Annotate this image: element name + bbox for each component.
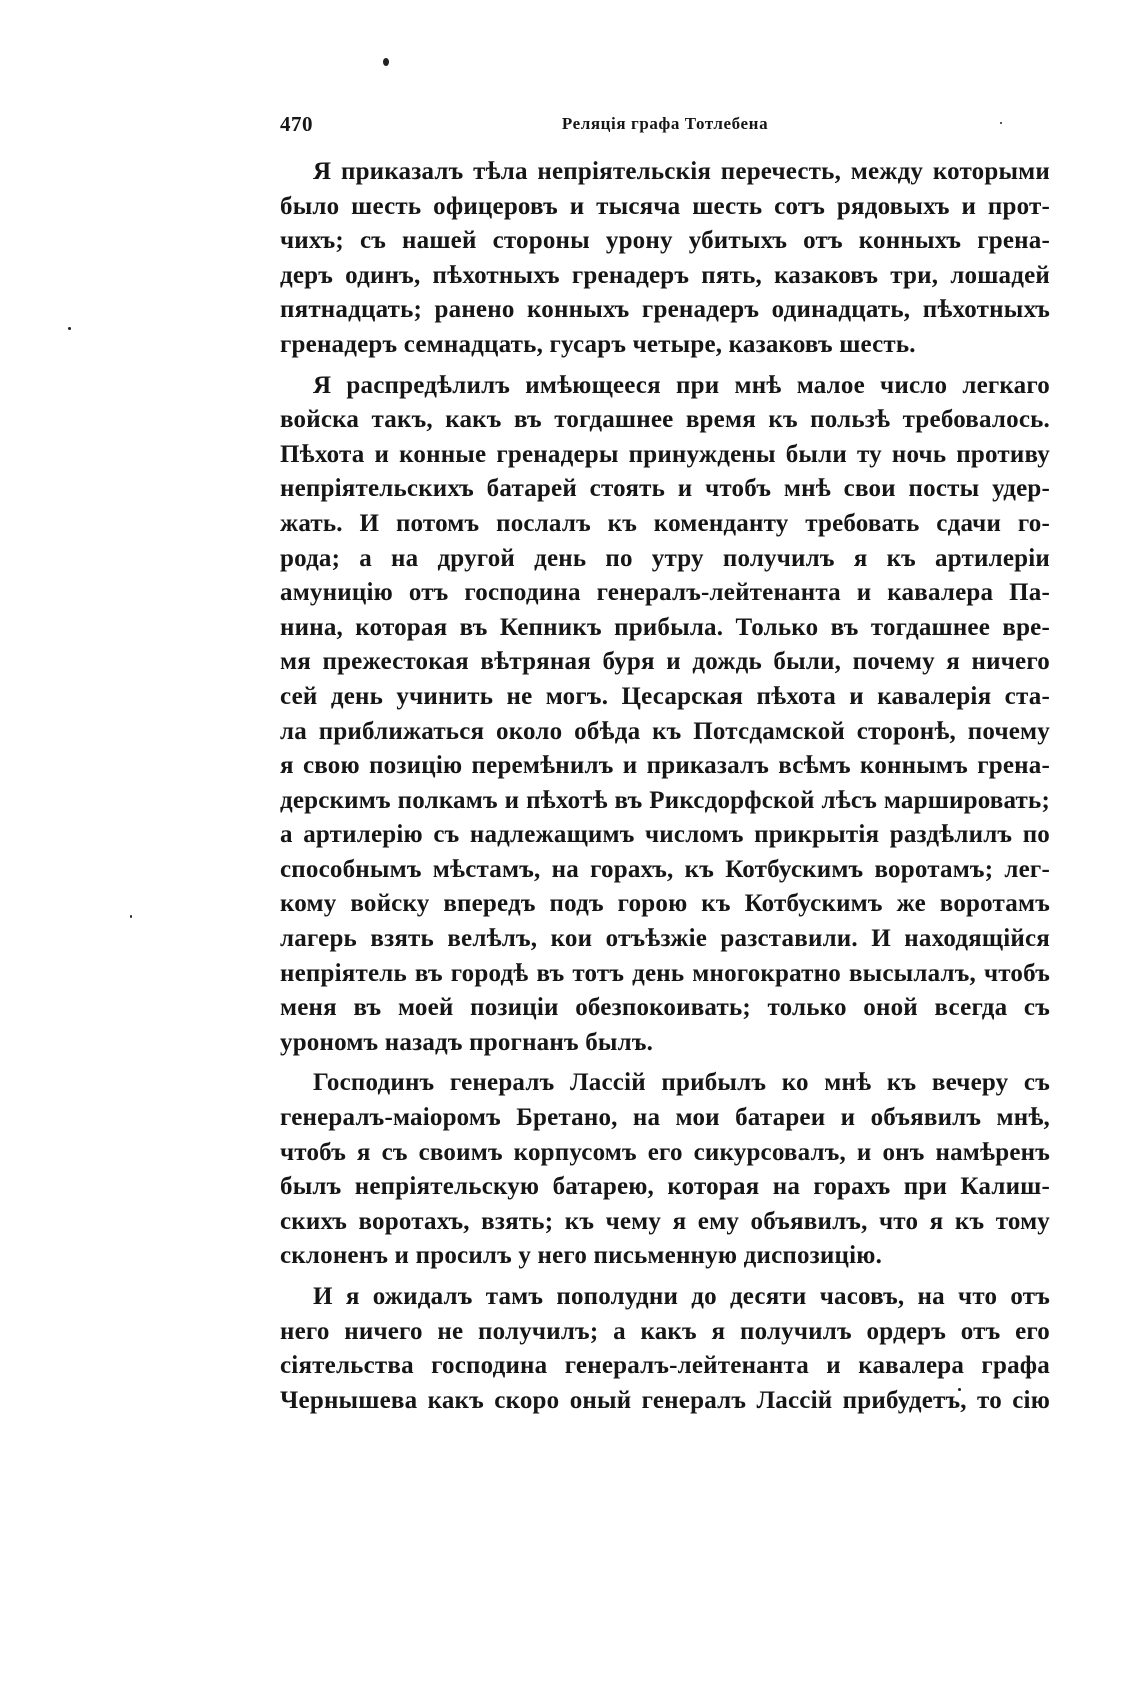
running-title: Реляція графа Тотлебена [561,114,769,133]
text-line: сіятельства господина генералъ-лейтенанта и кавалера графа [280,1352,1050,1380]
paragraph-1 [280,155,1050,363]
text-line: чихъ; съ нашей стороны урону убитыхъ отъ конныхъ грена- [280,227,1050,255]
text-line: кому войску впередъ подъ горою къ Котбускимъ же воротамъ [280,890,1050,918]
text-line: скихъ воротахъ, взять; къ чему я ему объявилъ, что я къ тому [280,1207,1050,1235]
text-line: Я приказалъ тѣла непріятельскія перечесть, между которыми [313,158,1050,185]
text-line: дерскимъ полкамъ и пѣхотѣ въ Риксдорфской лѣсъ маршировать; [280,786,1050,814]
text-line: нина, которая въ Кепникъ прибыла. Только въ тогдашнее вре- [280,613,1050,641]
text-line: амуницію отъ господина генералъ-лейтенанта и кавалера Па- [280,579,1050,607]
text-line: урономъ назадъ прогнанъ былъ. [280,1028,654,1056]
text-line: я свою позицію перемѣнилъ и приказалъ всѣмъ коннымъ грена- [280,752,1050,780]
text-line: лагерь взять велѣлъ, кои отъѣзжіе разставили. И находящійся [280,925,1050,953]
text-line: было шесть офицеровъ и тысяча шесть сотъ рядовыхъ и прот- [280,192,1050,220]
text-line: Я распредѣлилъ имѣющееся при мнѣ малое число легкаго [313,371,1050,399]
text-line: Чернышева какъ скоро оный генералъ Лассій прибудетъ, то сію [280,1386,1050,1414]
paragraph-4 [280,1280,1050,1418]
text-line: деръ одинъ, пѣхотныхъ гренадеръ пять, казаковъ три, лошадей [280,261,1050,289]
paragraph-2 [280,369,1050,1061]
ink-speck-top [383,58,389,66]
page-number: 470 [280,112,313,136]
text-line: Господинъ генералъ Лассій прибылъ ко мнѣ къ вечеру съ [313,1069,1050,1097]
text-line: а артилерію съ надлежащимъ числомъ прикрытія раздѣлилъ по [280,821,1050,849]
text-line: генералъ-маіоромъ Бретано, на мои батареи и объявилъ мнѣ, [280,1104,1050,1132]
text-line: непріятель въ городѣ въ тотъ день многократно высылалъ, чтобъ [280,959,1050,987]
text-line: Пѣхота и конные гренадеры принуждены были ту ночь противу [280,440,1050,468]
text-line: И я ожидалъ тамъ пополудни до десяти часовъ, на что отъ [313,1283,1050,1310]
page-header [280,112,1050,142]
text-line: рода; а на другой день по утру получилъ я къ артилеріи [280,544,1050,572]
body-text [280,155,1050,1418]
ink-speck-margin [130,915,132,918]
text-line: былъ непріятельскую батарею, которая на горахъ при Калиш- [280,1173,1050,1201]
text-line: меня въ моей позиціи обезпокоивать; только оной всегда съ [280,994,1050,1022]
text-line: пятнадцать; ранено конныхъ гренадеръ одинадцать, пѣхотныхъ [280,296,1050,324]
paragraph-3 [280,1066,1050,1274]
text-line: способнымъ мѣстамъ, на горахъ, къ Котбускимъ воротамъ; лег- [280,855,1050,883]
text-line: жать. И потомъ послалъ къ коменданту требовать сдачи го- [280,509,1050,537]
text-line: мя прежестокая вѣтряная буря и дождь были, почему я ничего [280,648,1050,676]
ink-speck-left [68,327,71,330]
text-line: войска такъ, какъ въ тогдашнее время къ пользѣ требовалось. [280,406,1050,434]
text-line: чтобъ я съ своимъ корпусомъ его сикурсовалъ, и онъ намѣренъ [280,1138,1050,1166]
text-line: гренадеръ семнадцать, гусаръ четыре, казаковъ шесть. [280,330,916,358]
text-line: склоненъ и просилъ у него письменную диспозицію. [280,1242,883,1270]
text-line: него ничего не получилъ; а какъ я получилъ ордеръ отъ его [280,1317,1050,1345]
text-line: непріятельскихъ батарей стоять и чтобъ мнѣ свои посты удер- [280,475,1050,503]
text-line: ла приближаться около обѣда къ Потсдамской сторонѣ, почему [280,717,1050,745]
text-line: сей день учинить не могъ. Цесарская пѣхота и кавалерія ста- [280,682,1050,710]
